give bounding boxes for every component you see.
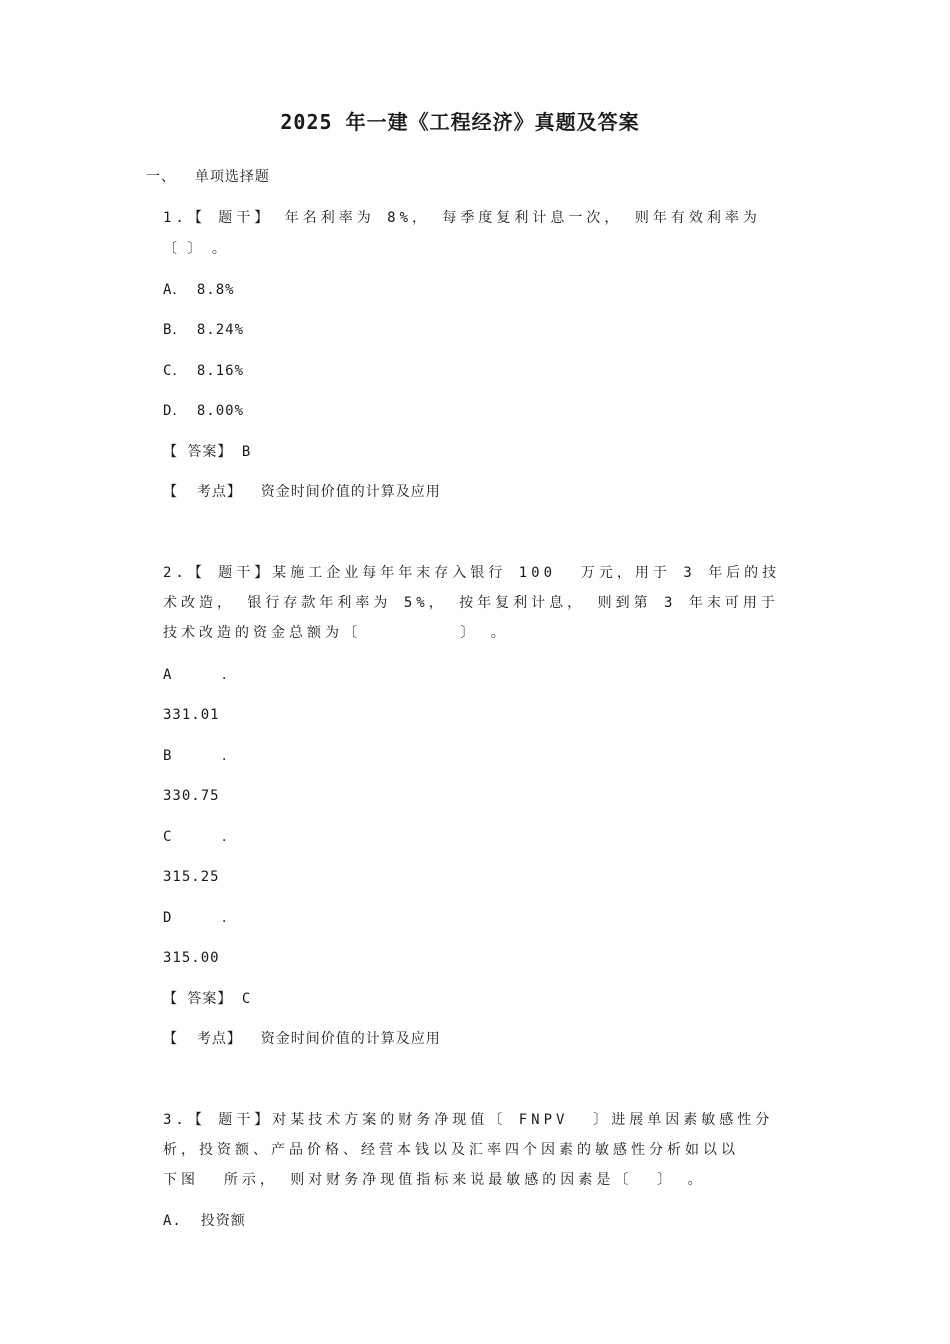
q2-stem-line1: 2.【 题干】某施工企业每年年末存入银行 100 万元，用于 3 年后的技 (163, 565, 781, 581)
q2-option-b-letter: B (163, 748, 173, 764)
q2-stem-line3: 技术改造的资金总额为〔 〕 。 (163, 625, 509, 641)
q2-option-d-dot: ． (222, 910, 237, 926)
q2-option-a-value: 331.01 (163, 707, 220, 723)
q1-stem-line1: 1.【 题干】 年名利率为 8%， 每季度复利计息一次， 则年有效利率为 (163, 210, 761, 226)
q1-topic: 【 考点】 资金时间价值的计算及应用 (163, 484, 441, 500)
q1-option-a: A． 8.8% (163, 282, 235, 298)
q2-option-b-dot: ． (222, 748, 237, 764)
q2-option-a-dot: ． (222, 667, 237, 683)
q2-option-b-value: 330.75 (163, 788, 220, 804)
q3-stem-line3: 下图 所示， 则对财务净现值指标来说最敏感的因素是〔 〕 。 (163, 1172, 706, 1188)
q2-option-c-letter: C (163, 829, 173, 845)
q2-stem-line2: 术改造， 银行存款年利率为 5%， 按年复利计息， 则到第 3 年末可用于 (163, 595, 779, 611)
q3-stem-line1: 3.【 题干】对某技术方案的财务净现值〔 FNPV 〕进展单因素敏感性分 (163, 1112, 774, 1128)
q2-option-c-dot: ． (222, 829, 237, 845)
q3-stem-line2: 析，投资额、产品价格、经营本钱以及汇率四个因素的敏感性分析如以以 (163, 1142, 739, 1158)
q1-option-c: C． 8.16% (163, 363, 245, 379)
q2-option-d-letter: D (163, 910, 173, 926)
q1-stem-line2: 〔 〕 。 (163, 241, 227, 257)
section-heading: 一、 单项选择题 (146, 169, 270, 185)
q2-option-a-letter: A (163, 667, 173, 683)
q1-option-b: B． 8.24% (163, 322, 245, 338)
q2-answer: 【 答案】 C (163, 991, 252, 1007)
q3-option-a: A. 投资额 (163, 1213, 246, 1229)
q2-option-c-value: 315.25 (163, 869, 220, 885)
q2-topic: 【 考点】 资金时间价值的计算及应用 (163, 1031, 441, 1047)
q1-answer: 【 答案】 B (163, 444, 252, 460)
q2-option-d-value: 315.00 (163, 950, 220, 966)
q1-option-d: D． 8.00% (163, 403, 245, 419)
page-title: 2025 年一建《工程经济》真题及答案 (280, 110, 640, 134)
